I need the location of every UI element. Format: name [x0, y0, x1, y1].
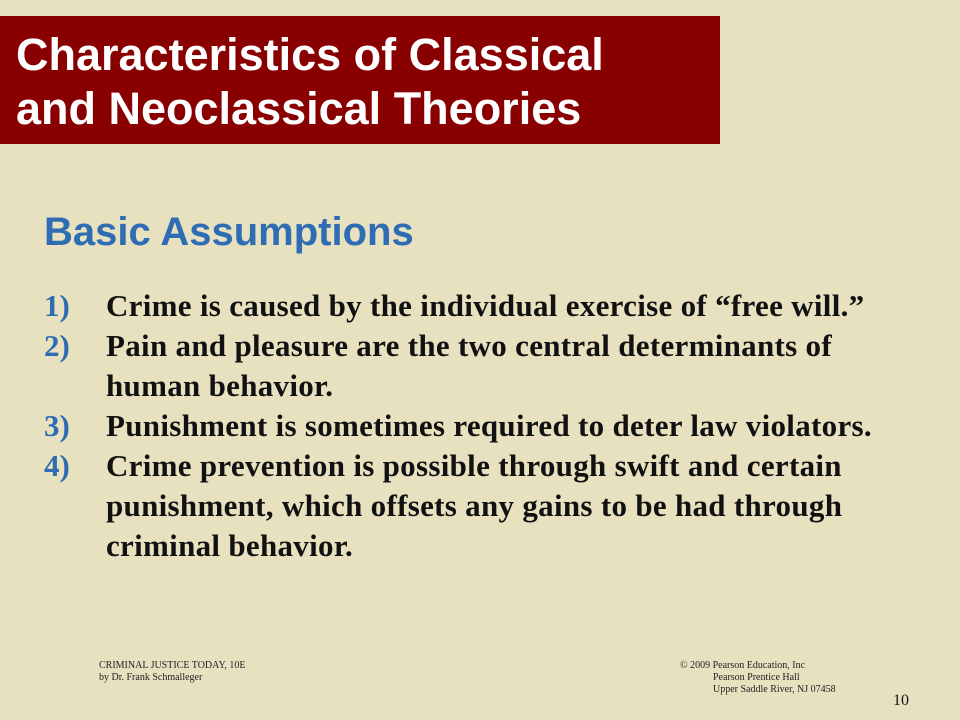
- list-item-text: Crime is caused by the individual exercise of “free will.”: [106, 288, 865, 323]
- footer-publisher: Pearson Prentice Hall: [713, 672, 800, 683]
- list-item-number: 3): [44, 408, 70, 443]
- footer-author: by Dr. Frank Schmalleger: [99, 672, 203, 683]
- slide-title-line-1: Characteristics of Classical: [16, 29, 604, 80]
- page-number: 10: [893, 692, 909, 709]
- list-item-number: 4): [44, 448, 70, 483]
- section-heading: Basic Assumptions: [44, 210, 414, 254]
- slide-title-line-2: and Neoclassical Theories: [16, 83, 582, 134]
- list-item-text: Crime prevention is possible through swift and certain punishment, which offsets any gains to be had through criminal behavior.: [106, 448, 843, 563]
- footer-copyright-line: © 2009 Pearson Education, Inc: [680, 660, 806, 671]
- list-item: [44, 326, 934, 406]
- list-item-number: 1): [44, 288, 70, 323]
- list-item-text: Punishment is sometimes required to deter law violators.: [106, 408, 872, 443]
- list-item-text: Pain and pleasure are the two central determinants of human behavior.: [106, 328, 832, 403]
- footer-address: Upper Saddle River, NJ 07458: [713, 684, 836, 695]
- list-item: [44, 446, 934, 566]
- list-item-number: 2): [44, 328, 70, 363]
- assumptions-list: [44, 286, 934, 566]
- list-item: [44, 286, 934, 326]
- footer-copyright: [680, 660, 836, 696]
- title-band: [0, 16, 720, 144]
- footer-book-title: CRIMINAL JUSTICE TODAY, 10E: [99, 660, 246, 671]
- list-item: [44, 406, 934, 446]
- footer-book-credit: [99, 660, 246, 684]
